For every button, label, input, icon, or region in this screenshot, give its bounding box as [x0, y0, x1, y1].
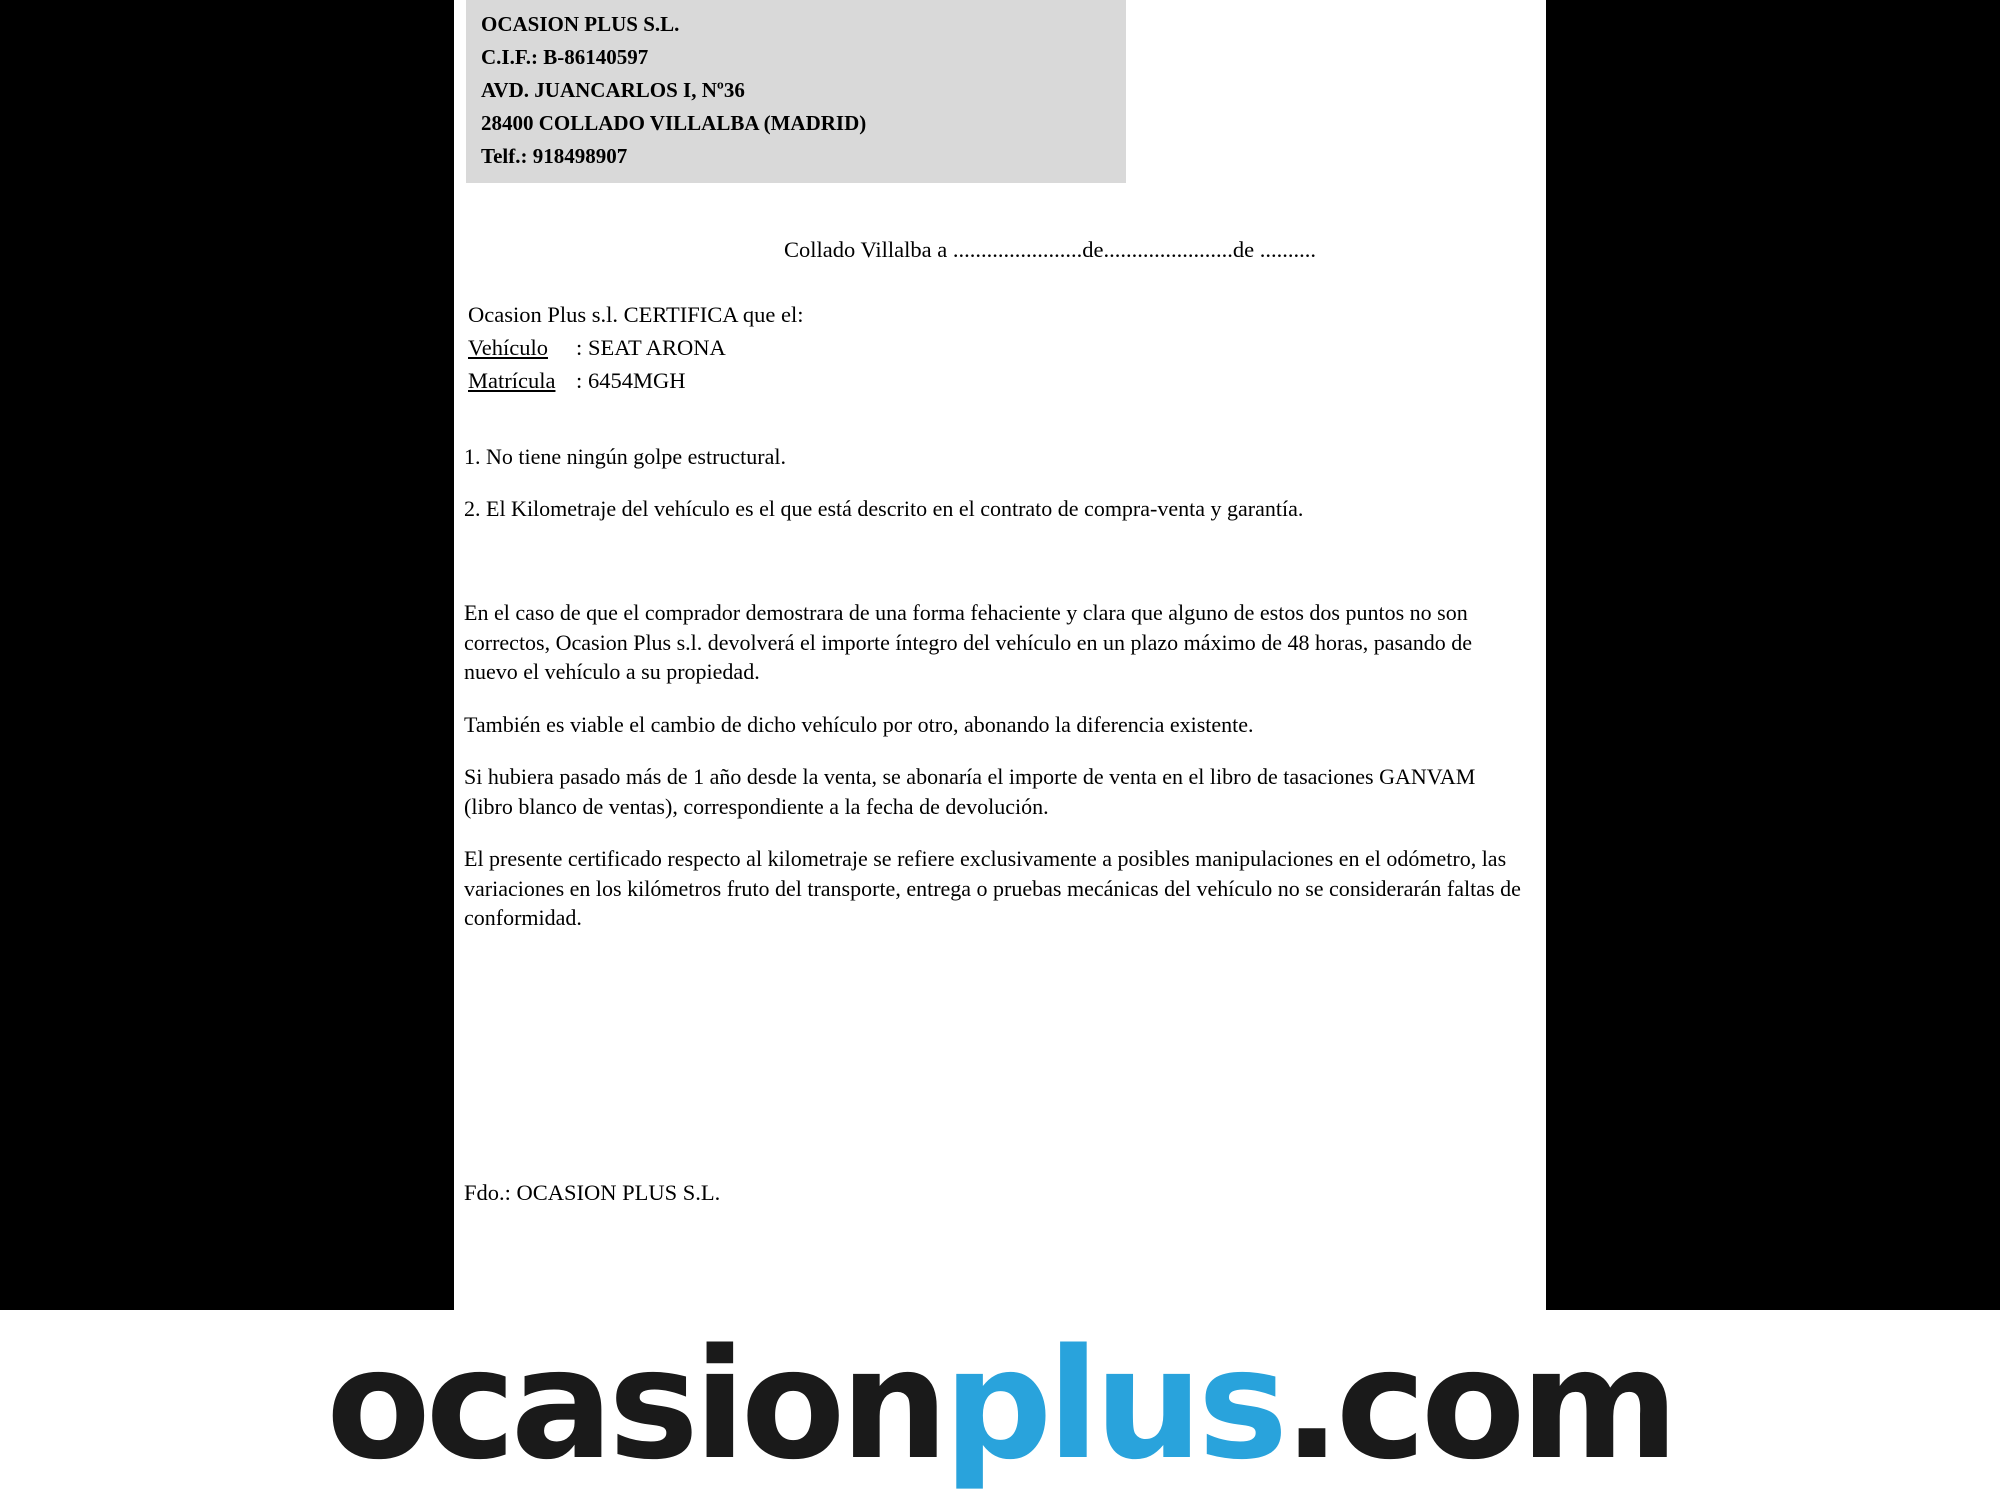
plate-value: 6454MGH: [588, 368, 686, 393]
plate-row: [466, 364, 1466, 397]
letterhead-address: AVD. JUANCARLOS I, Nº36: [481, 78, 745, 102]
footer-band: [0, 1310, 2000, 1500]
scan-border-left: [0, 0, 24, 1310]
vehicle-separator: :: [576, 335, 583, 360]
vehicle-value: SEAT ARONA: [588, 335, 726, 360]
vehicle-label: Vehículo: [468, 335, 548, 360]
date-line: Collado Villalba a .......................de.......................de ..........: [784, 237, 1316, 262]
certificate-intro: Ocasion Plus s.l. CERTIFICA que el:: [468, 302, 804, 327]
letterhead-cif: C.I.F.: B-86140597: [481, 45, 649, 69]
scan-background-right: [1546, 0, 1976, 1310]
logo-text-plus: plus: [943, 1316, 1284, 1493]
letterhead-city: 28400 COLLADO VILLALBA (MADRID): [481, 111, 867, 135]
logo-text-ocasion: ocasion: [326, 1316, 944, 1493]
document-sheet: [454, 0, 1546, 1310]
certified-points-list: [464, 442, 1514, 546]
paragraph-odometer-scope: El presente certificado respecto al kilometraje se refiere exclusivamente a posibles manipulaciones en el odómetro, las variaciones en los kilómetros fruto del transporte, entrega o pruebas mecánicas del vehículo no se considerarán faltas de conformidad.: [464, 846, 1521, 930]
certified-point-1: 1. No tiene ningún golpe estructural.: [464, 444, 786, 469]
vehicle-row: [466, 331, 1466, 364]
certificate-block: [466, 298, 1466, 397]
signature-line: Fdo.: OCASION PLUS S.L.: [464, 1180, 721, 1205]
paragraph-exchange-option: También es viable el cambio de dicho vehículo por otro, abonando la diferencia existente.: [464, 711, 1254, 737]
letterhead-phone: Telf.: 918498907: [481, 144, 628, 168]
plate-label: Matrícula: [468, 368, 556, 393]
logo-text-domain: .com: [1283, 1316, 1674, 1493]
scan-background-left: [24, 0, 454, 1310]
plate-separator: :: [576, 368, 583, 393]
paragraph-one-year-clause: Si hubiera pasado más de 1 año desde la venta, se abonaría el importe de venta en el libro de tasaciones GANVAM (libro blanco de ventas), correspondiente a la fecha de devolución.: [464, 764, 1476, 819]
paragraph-refund-terms: En el caso de que el comprador demostrara de una forma fehaciente y clara que alguno de estos dos puntos no son correctos, Ocasion Plus s.l. devolverá el importe íntegro del vehículo en un plazo máximo de 48 horas, pasando de nuevo el vehículo a su propiedad.: [464, 600, 1473, 684]
letterhead-block: [466, 0, 1126, 183]
letterhead-company: OCASION PLUS S.L.: [481, 12, 680, 36]
body-paragraphs: [464, 598, 1524, 956]
scan-border-right: [1976, 0, 2000, 1310]
certified-point-2: 2. El Kilometraje del vehículo es el que está descrito en el contrato de compra-venta y garantía.: [464, 496, 1304, 521]
ocasionplus-logo: [0, 1310, 2000, 1500]
